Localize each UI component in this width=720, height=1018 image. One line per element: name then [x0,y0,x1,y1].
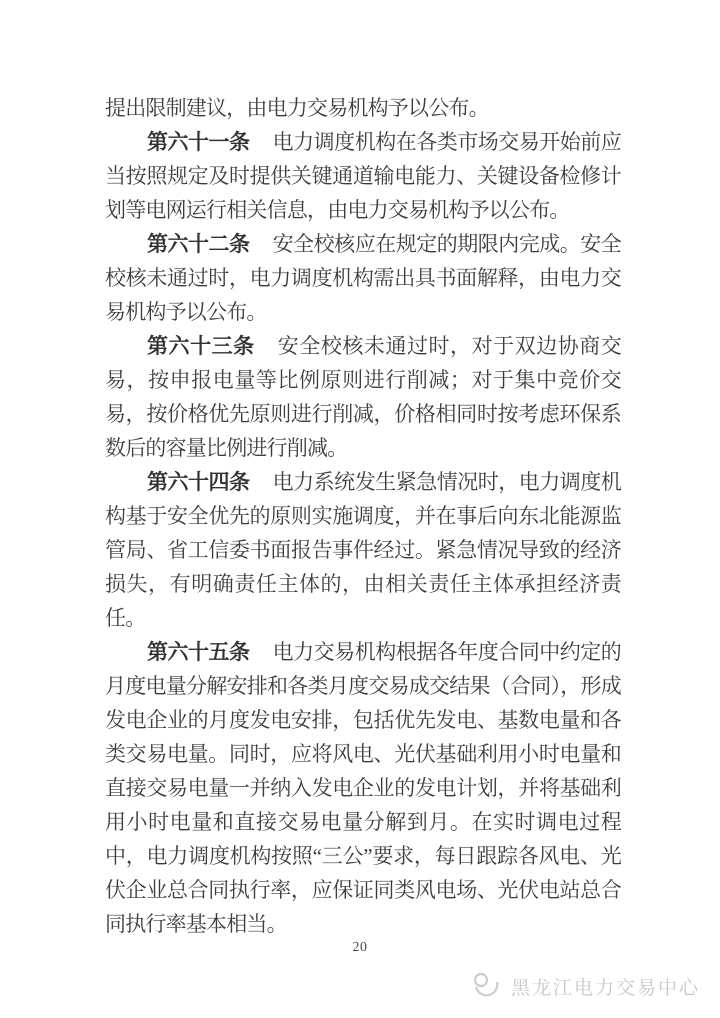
paragraph-text: 安全校核未通过时，对于双边协商交易，按申报电量等比例原则进行削减；对于集中竞价交易，按价格优先原则进行削减，价格相同时按考虑环保系数后的容量比例进行削减。 [105,334,622,460]
page-number: 20 [352,940,368,955]
paragraph-text: 电力系统发生紧急情况时，电力调度机构基于安全优先的原则实施调度，并在事后向东北能源监管局、省工信委书面报告事件经过。紧急情况导致的经济损失，有明确责任主体的，由相关责任主体承担经济责任。 [105,470,622,630]
article-number: 第六十四条 [147,470,250,494]
paragraph-continuation [105,91,621,125]
paragraph-article-64 [105,465,621,635]
paragraph-text: 电力交易机构根据各年度合同中约定的月度电量分解安排和各类月度交易成交结果（合同），形成发电企业的月度发电安排，包括优先发电、基数电量和各类交易电量。同时，应将风电、光伏基础利用小时电量和直接交易电量一并纳入发电企业的发电计划，并将基础利用小时电量和直接交易电量分解到月。在实时调电过程中，电力调度机构按照“三公”要求，每日跟踪各风电、光伏企业总合同执行率，应保证同类风电场、光伏电站总合同执行率基本相当。 [105,640,622,936]
paragraph-article-63 [105,329,621,465]
article-number: 第六十一条 [147,130,250,154]
paragraph-article-61 [105,125,621,227]
document-content [105,91,621,941]
paragraph-text: 安全校核应在规定的期限内完成。安全校核未通过时，电力调度机构需出具书面解释，由电力交易机构予以公布。 [105,232,622,324]
article-number: 第六十五条 [147,640,250,664]
paragraph-article-65 [105,635,621,941]
article-number: 第六十二条 [147,232,250,256]
paragraph-text: 电力调度机构在各类市场交易开始前应当按照规定及时提供关键通道输电能力、关键设备检修计划等电网运行相关信息，由电力交易机构予以公布。 [105,130,622,222]
paragraph-text: 提出限制建议，由电力交易机构予以公布。 [105,96,489,120]
article-number: 第六十三条 [147,334,255,358]
paragraph-article-62 [105,227,621,329]
watermark [471,971,700,1001]
trading-center-logo-icon [471,971,505,1001]
watermark-text: 黑龙江电力交易中心 [510,977,700,999]
